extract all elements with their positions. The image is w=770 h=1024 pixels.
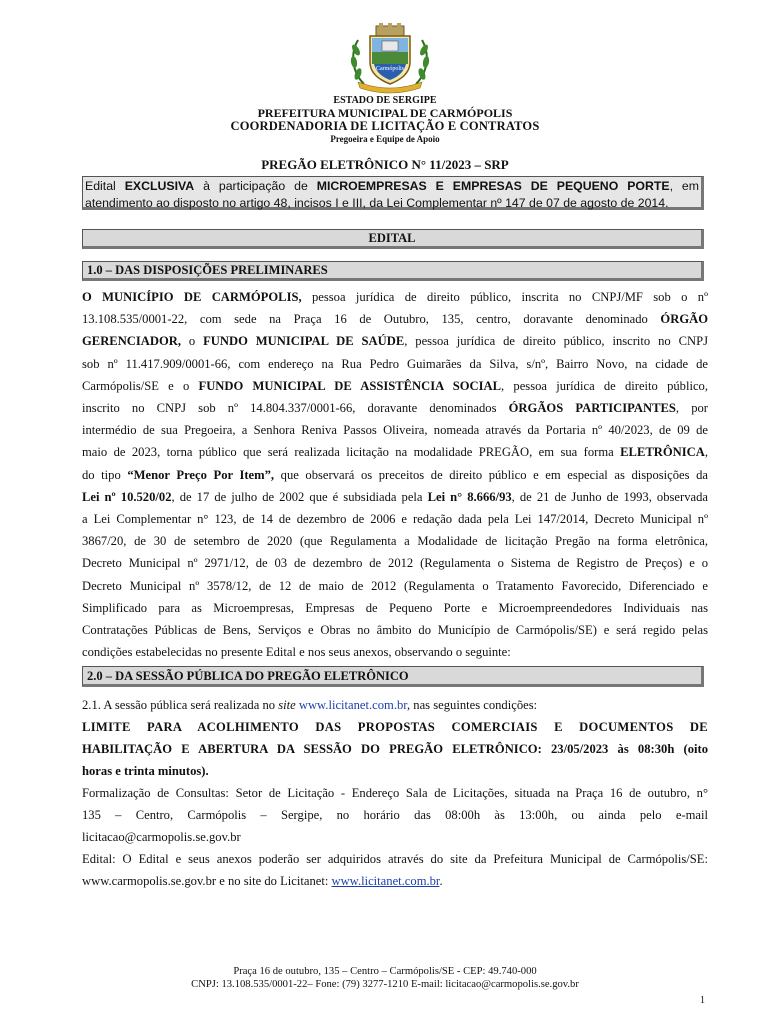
- section-2-heading: 2.0 – DA SESSÃO PÚBLICA DO PREGÃO ELETRÔNICO: [82, 666, 704, 687]
- header-prefeitura: PREFEITURA MUNICIPAL DE CARMÓPOLIS: [257, 106, 513, 120]
- header-coordenadoria: COORDENADORIA DE LICITAÇÃO E CONTRATOS: [230, 119, 540, 133]
- intro-box: [82, 176, 704, 210]
- text-line: 2.1. A sessão pública será realizada no site www.licitanet.com.br, nas seguintes condições:: [82, 698, 538, 712]
- text-line: Simplificado para as Microempresas, Empresas de Pequeno Porte e Microempreendedores Individuais nas: [82, 600, 708, 615]
- section-1-paragraph: [82, 286, 708, 663]
- text-line: www.carmopolis.se.gov.br e no site do Licitanet: www.licitanet.com.br.: [82, 874, 443, 888]
- text-line: 135 – Centro, Carmópolis – Sergipe, no horário das 08:00h às 13:00h, ou ainda pelo e-mail: [82, 808, 708, 822]
- text-line: sob nº 11.417.909/0001-66, com endereço na Rua Pedro Guimarães da Silva, s/nº, Bairro Novo, na cidade de: [82, 356, 708, 371]
- text-line: inscrito no CNPJ sob nº 14.804.337/0001-66, doravante denominados ÓRGÃOS PARTICIPANTES, por: [82, 401, 708, 416]
- header-state: ESTADO DE SERGIPE: [333, 95, 437, 106]
- licitanet-link-underlined[interactable]: www.licitanet.com.br: [331, 874, 440, 888]
- footer-address: Praça 16 de outubro, 135 – Centro – Carmópolis/SE - CEP: 49.740-000: [233, 966, 537, 977]
- text-line: LIMITE PARA ACOLHIMENTO DAS PROPOSTAS COMERCIAIS E DOCUMENTOS DE: [82, 720, 708, 734]
- text-line: maio de 2023, torna público que será realizada licitação na modalidade PREGÃO, em sua forma ELETRÔNICA,: [82, 445, 708, 460]
- footer-contact: CNPJ: 13.108.535/0001-22– Fone: (79) 3277-1210 E-mail: licitacao@carmopolis.se.gov.br: [191, 979, 579, 990]
- text-line: a Lei Complementar n° 123, de 14 de dezembro de 2006 e redação dada pela Lei 147/2014, Decreto Municipal nº: [82, 512, 708, 527]
- text-line: 13.108.535/0001-22, com sede na Praça 16 de Outubro, 135, centro, doravante denominado ÓRGÃO: [82, 312, 708, 327]
- intro-line-1: Edital EXCLUSIVA à participação de MICROEMPRESAS E EMPRESAS DE PEQUENO PORTE, em: [85, 179, 699, 193]
- text-line: Carmópolis/SE e o FUNDO MUNICIPAL DE ASSISTÊNCIA SOCIAL, pessoa jurídica de direito público,: [82, 378, 708, 393]
- header-equipe: Pregoeira e Equipe de Apoio: [330, 134, 440, 144]
- text-line: condições estabelecidas no presente Edital e nos seus anexos, observando o seguinte:: [82, 645, 511, 660]
- text-line: GERENCIADOR, o FUNDO MUNICIPAL DE SAÚDE, pessoa jurídica de direito público, inscrito no CNPJ: [82, 334, 709, 349]
- section-1-heading: 1.0 – DAS DISPOSIÇÕES PRELIMINARES: [82, 261, 704, 281]
- text-line: do tipo “Menor Preço Por Item”, que observará os preceitos de direito público e em especial as disposições da: [82, 467, 708, 482]
- text-line: intermédio de sua Pregoeira, a Senhora Reniva Passos Oliveira, nomeada através da Portaria nº 40/2023, de 09 de: [82, 423, 708, 438]
- text-line: Decreto Municipal nº 3578/12, de 12 de maio de 2012 (Regulamenta o Tratamento Favorecido, Diferenciado e: [82, 578, 708, 593]
- pregao-title: PREGÃO ELETRÔNICO N° 11/2023 – SRP: [261, 157, 509, 172]
- text-line: horas e trinta minutos).: [82, 764, 209, 778]
- email-text: licitacao@carmopolis.se.gov.br: [82, 830, 241, 844]
- municipal-crest-logo: [344, 22, 436, 94]
- page-number: 1: [700, 995, 705, 1006]
- section-2-paragraph: [82, 694, 708, 892]
- text-line: Formalização de Consultas: Setor de Licitação - Endereço Sala de Licitações, situada na Praça 16 de outubro, n°: [82, 786, 708, 800]
- text-line: 3867/20, de 30 de setembro de 2020 (que Regulamenta a Modalidade de licitação Pregão na forma eletrônica,: [82, 534, 708, 549]
- text-line: Decreto Municipal nº 2971/12, de 03 de dezembro de 2012 (Regulamenta o Sistema de Registro de Preços) e o: [82, 556, 708, 571]
- intro-line-2: atendimento ao disposto no artigo 48, incisos I e III, da Lei Complementar nº 147 de 07 de agosto de 2014.: [85, 196, 669, 210]
- text-line: HABILITAÇÃO E ABERTURA DA SESSÃO DO PREGÃO ELETRÔNICO: 23/05/2023 às 08:30h (oito: [82, 742, 708, 756]
- edital-heading: EDITAL: [82, 229, 704, 249]
- text-line: Contratações Públicas de Bens, Serviços e Obras no âmbito do Município de Carmópolis/SE) e será regido pelas: [82, 623, 708, 638]
- licitanet-link[interactable]: www.licitanet.com.br: [298, 698, 407, 712]
- text-line: Edital: O Edital e seus anexos poderão ser adquiridos através do site da Prefeitura Municipal de Carmópolis/SE:: [82, 852, 708, 866]
- text-line: Lei nº 10.520/02, de 17 de julho de 2002 que é subsidiada pela Lei n° 8.666/93, de 21 de Junho de 1993, observada: [82, 489, 708, 504]
- crest-text: Carmópolis: [376, 66, 404, 72]
- text-line: O MUNICÍPIO DE CARMÓPOLIS, pessoa jurídica de direito público, inscrita no CNPJ/MF sob o nº: [82, 290, 708, 304]
